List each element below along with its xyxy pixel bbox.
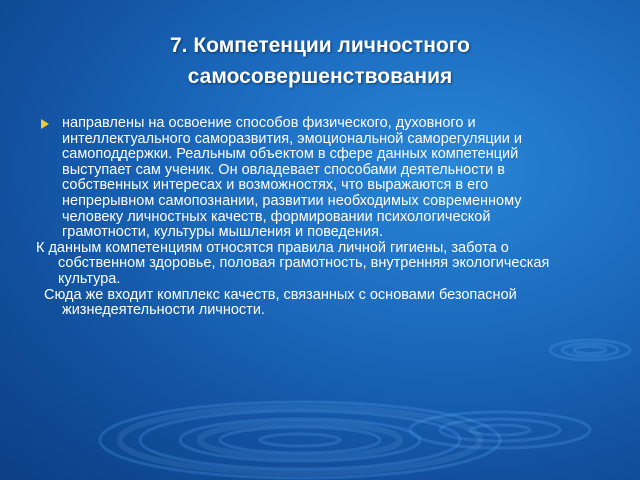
bullet-paragraph — [40, 116, 580, 241]
paragraph-hygiene: К данным компетенциям относятся правила личной гигиены, забота о собственном здоровье, половая грамотность, внутренняя экологическая культура. — [36, 239, 550, 287]
arrow-bullet-icon — [41, 119, 49, 129]
slide-body — [36, 115, 580, 319]
slide-title: 7. Компетенции личностного самосовершенствования — [170, 34, 470, 88]
paragraph-safety: Сюда же входит комплекс качеств, связанных с основами безопасной жизнедеятельности личности. — [44, 286, 517, 319]
bullet-text: направлены на освоение способов физического, духовного и интеллектуального саморазвития, эмоциональной саморегуляции и самоподдержки. Реальным объектом в сфере данных компетенций выступает сам ученик. Он овладевает способами деятельности в собственных интересах и возможностях, что выражаются в его непрерывном самопознании, развитии необходимых современному человеку личностных качеств, формировании психологической грамотности, культуры мышления и поведения. — [62, 115, 523, 241]
